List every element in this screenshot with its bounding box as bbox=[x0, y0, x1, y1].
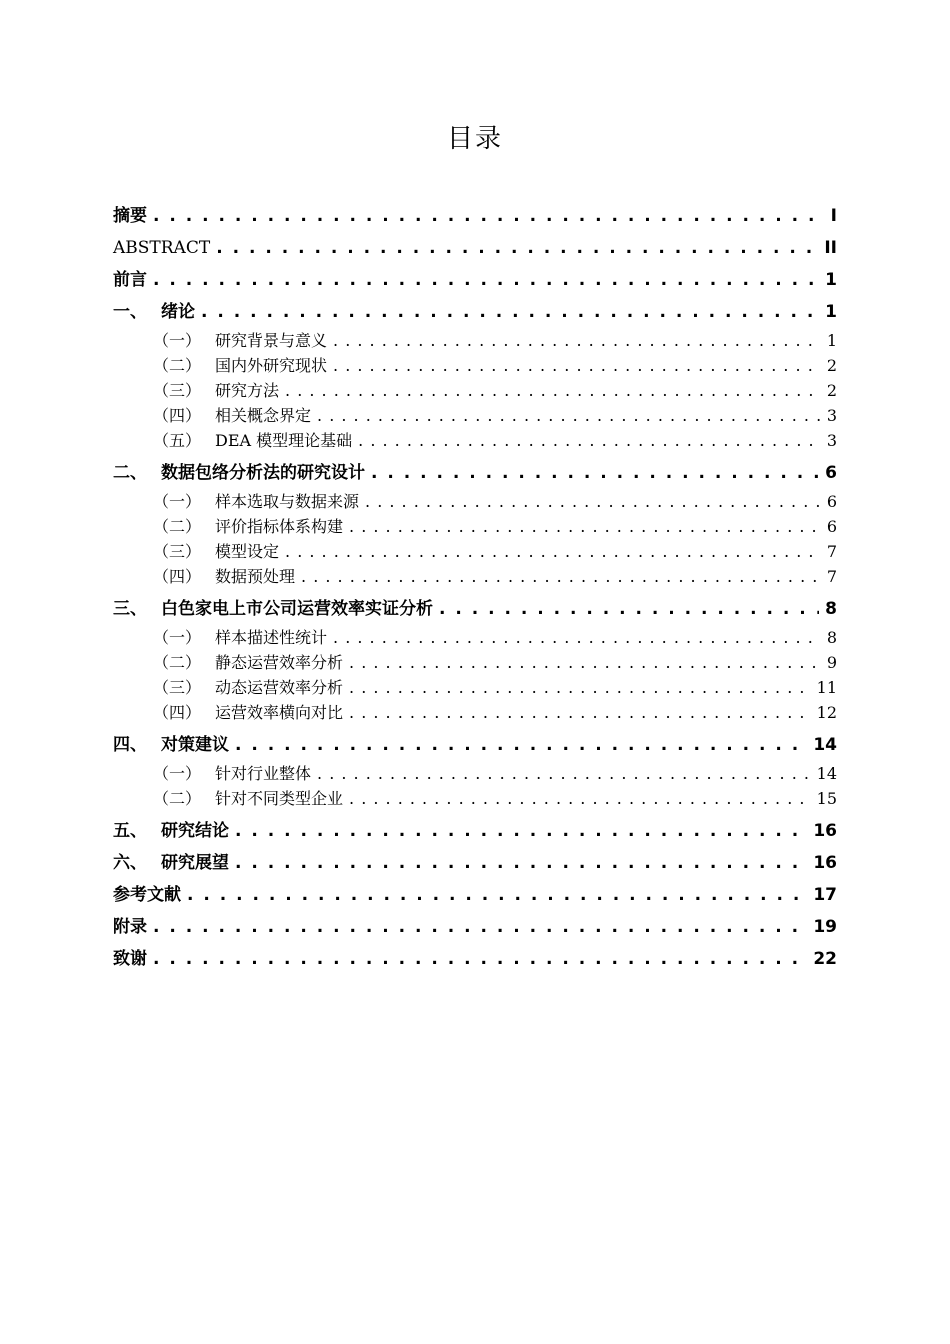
toc-entry-page: 2 bbox=[826, 356, 837, 375]
toc-entry-label: 动态运营效率分析 bbox=[215, 678, 344, 697]
toc-entry-label: 针对不同类型企业 bbox=[215, 789, 344, 808]
dot-leader bbox=[235, 847, 807, 879]
toc-entry-number: （二） bbox=[153, 517, 202, 536]
toc-entry-number: （二） bbox=[153, 789, 202, 808]
toc-entry-label: DEA 模型理论基础 bbox=[215, 431, 353, 450]
toc-entry-label: 样本选取与数据来源 bbox=[215, 492, 360, 511]
toc-entry-number: 三、 bbox=[113, 599, 147, 619]
toc-entry[interactable] bbox=[113, 729, 837, 761]
toc-entry-number: （三） bbox=[153, 381, 202, 400]
dot-leader bbox=[153, 264, 819, 296]
dot-leader bbox=[333, 328, 821, 353]
toc-entry[interactable] bbox=[113, 353, 837, 378]
toc-entry[interactable] bbox=[113, 815, 837, 847]
toc-entry-page: 6 bbox=[826, 492, 837, 511]
dot-leader bbox=[358, 428, 821, 453]
toc-entry-label: 研究展望 bbox=[161, 853, 229, 873]
toc-entry-page: 11 bbox=[816, 678, 837, 697]
dot-leader bbox=[235, 815, 807, 847]
toc-entry[interactable] bbox=[113, 457, 837, 489]
toc-entry-page: 2 bbox=[826, 381, 837, 400]
toc-entry[interactable] bbox=[113, 428, 837, 453]
toc-entry[interactable] bbox=[113, 911, 837, 943]
dot-leader bbox=[333, 625, 821, 650]
toc-entry[interactable] bbox=[113, 539, 837, 564]
toc-entry[interactable] bbox=[113, 786, 837, 811]
table-of-contents bbox=[113, 200, 837, 975]
dot-leader bbox=[153, 911, 807, 943]
toc-entry-label: 相关概念界定 bbox=[215, 406, 312, 425]
toc-entry[interactable] bbox=[113, 489, 837, 514]
dot-leader bbox=[201, 296, 819, 328]
toc-entry-number: （四） bbox=[153, 703, 202, 722]
dot-leader bbox=[317, 761, 811, 786]
toc-entry[interactable] bbox=[113, 564, 837, 589]
toc-entry-label: 样本描述性统计 bbox=[215, 628, 328, 647]
toc-entry-number: （一） bbox=[153, 764, 202, 783]
toc-entry-page: II bbox=[824, 238, 837, 258]
toc-entry[interactable] bbox=[113, 675, 837, 700]
dot-leader bbox=[349, 786, 811, 811]
toc-entry[interactable] bbox=[113, 328, 837, 353]
toc-entry[interactable] bbox=[113, 514, 837, 539]
toc-entry-number: （四） bbox=[153, 406, 202, 425]
toc-entry-number: 二、 bbox=[113, 463, 147, 483]
toc-entry-page: 3 bbox=[826, 406, 837, 425]
toc-entry-label: 绪论 bbox=[161, 302, 195, 322]
toc-entry[interactable] bbox=[113, 847, 837, 879]
toc-entry[interactable] bbox=[113, 403, 837, 428]
toc-entry[interactable] bbox=[113, 200, 837, 232]
toc-entry-label: 附录 bbox=[113, 917, 147, 937]
dot-leader bbox=[333, 353, 821, 378]
dot-leader bbox=[285, 378, 821, 403]
dot-leader bbox=[439, 593, 819, 625]
toc-entry-page: 17 bbox=[813, 885, 837, 905]
toc-entry-page: 1 bbox=[826, 331, 837, 350]
dot-leader bbox=[301, 564, 821, 589]
toc-entry-number: （一） bbox=[153, 492, 202, 511]
toc-entry-number: （一） bbox=[153, 628, 202, 647]
toc-entry-label: 对策建议 bbox=[161, 735, 229, 755]
toc-entry-label: 白色家电上市公司运营效率实证分析 bbox=[161, 599, 433, 619]
toc-entry-number: （三） bbox=[153, 542, 202, 561]
toc-entry[interactable] bbox=[113, 232, 837, 264]
page-title: 目录 bbox=[446, 124, 503, 154]
toc-entry[interactable] bbox=[113, 650, 837, 675]
toc-entry[interactable] bbox=[113, 264, 837, 296]
toc-entry-number: （五） bbox=[153, 431, 202, 450]
toc-entry-label: 评价指标体系构建 bbox=[215, 517, 344, 536]
toc-entry[interactable] bbox=[113, 761, 837, 786]
toc-entry-number: （一） bbox=[153, 331, 202, 350]
toc-entry-number: （二） bbox=[153, 356, 202, 375]
toc-entry-label: 参考文献 bbox=[113, 885, 181, 905]
toc-entry-page: 12 bbox=[816, 703, 837, 722]
toc-entry[interactable] bbox=[113, 879, 837, 911]
toc-entry-label: 运营效率横向对比 bbox=[215, 703, 344, 722]
toc-entry[interactable] bbox=[113, 943, 837, 975]
dot-leader bbox=[317, 403, 821, 428]
toc-entry-number: 六、 bbox=[113, 853, 147, 873]
toc-entry-number: （二） bbox=[153, 653, 202, 672]
dot-leader bbox=[153, 200, 821, 232]
toc-entry-label: 数据包络分析法的研究设计 bbox=[161, 463, 365, 483]
toc-entry-page: 1 bbox=[825, 302, 837, 322]
toc-entry-page: 9 bbox=[826, 653, 837, 672]
toc-entry-page: 3 bbox=[826, 431, 837, 450]
dot-leader bbox=[235, 729, 807, 761]
dot-leader bbox=[187, 879, 807, 911]
toc-entry-page: 14 bbox=[816, 764, 837, 783]
dot-leader bbox=[216, 232, 818, 264]
toc-entry-page: 7 bbox=[826, 542, 837, 561]
toc-entry[interactable] bbox=[113, 296, 837, 328]
toc-entry[interactable] bbox=[113, 700, 837, 725]
dot-leader bbox=[365, 489, 821, 514]
toc-entry-label: 致谢 bbox=[113, 949, 147, 969]
toc-entry-number: 一、 bbox=[113, 302, 147, 322]
dot-leader bbox=[349, 514, 821, 539]
toc-entry[interactable] bbox=[113, 593, 837, 625]
toc-entry-label: ABSTRACT bbox=[113, 238, 211, 258]
toc-entry-number: 五、 bbox=[113, 821, 147, 841]
toc-entry-number: （三） bbox=[153, 678, 202, 697]
toc-entry-page: I bbox=[830, 206, 837, 226]
toc-entry-page: 16 bbox=[813, 821, 837, 841]
toc-entry-label: 国内外研究现状 bbox=[215, 356, 328, 375]
dot-leader bbox=[153, 943, 807, 975]
toc-entry-label: 研究方法 bbox=[215, 381, 280, 400]
toc-entry-label: 摘要 bbox=[113, 206, 147, 226]
toc-entry-page: 7 bbox=[826, 567, 837, 586]
toc-entry-number: （四） bbox=[153, 567, 202, 586]
toc-entry-page: 15 bbox=[816, 789, 837, 808]
toc-entry-page: 14 bbox=[813, 735, 837, 755]
toc-entry-page: 22 bbox=[813, 949, 837, 969]
toc-entry-page: 8 bbox=[826, 628, 837, 647]
toc-entry-label: 数据预处理 bbox=[215, 567, 296, 586]
toc-entry[interactable] bbox=[113, 378, 837, 403]
dot-leader bbox=[349, 675, 811, 700]
toc-entry-label: 针对行业整体 bbox=[215, 764, 312, 783]
toc-entry-label: 研究背景与意义 bbox=[215, 331, 328, 350]
toc-entry-page: 19 bbox=[813, 917, 837, 937]
toc-entry-page: 1 bbox=[825, 270, 837, 290]
toc-entry-page: 16 bbox=[813, 853, 837, 873]
dot-leader bbox=[349, 650, 821, 675]
toc-entry-page: 6 bbox=[825, 463, 837, 483]
toc-entry-label: 模型设定 bbox=[215, 542, 280, 561]
dot-leader bbox=[371, 457, 819, 489]
dot-leader bbox=[285, 539, 821, 564]
toc-entry[interactable] bbox=[113, 625, 837, 650]
toc-entry-label: 静态运营效率分析 bbox=[215, 653, 344, 672]
toc-entry-page: 6 bbox=[826, 517, 837, 536]
toc-entry-label: 研究结论 bbox=[161, 821, 229, 841]
toc-entry-label: 前言 bbox=[113, 270, 147, 290]
toc-entry-number: 四、 bbox=[113, 735, 147, 755]
toc-entry-page: 8 bbox=[825, 599, 837, 619]
dot-leader bbox=[349, 700, 811, 725]
